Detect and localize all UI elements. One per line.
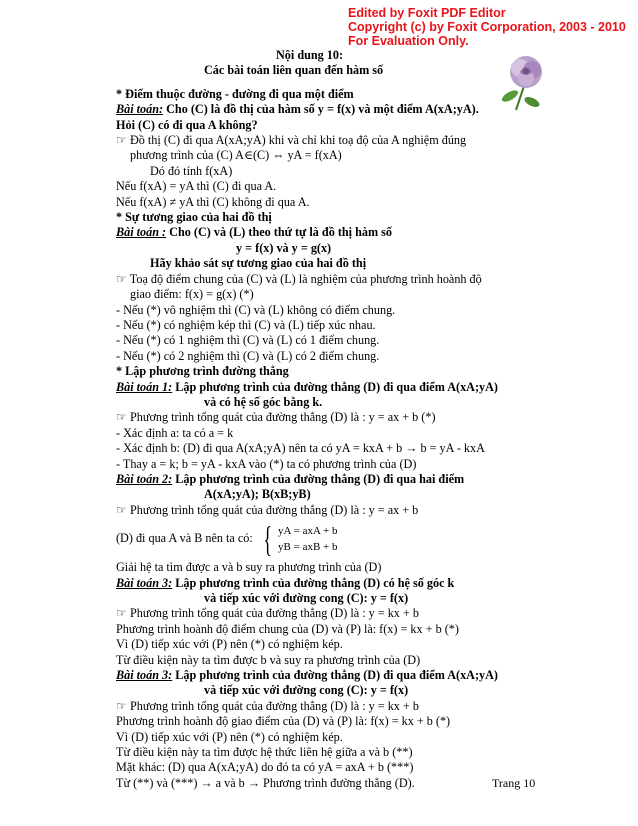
problem-text: Lập phương trình của đường thẳng (D) có hệ số góc k: [172, 575, 455, 590]
text-line: ☞ Phương trình tổng quát của đường thẳng (D) là : y = ax + b: [116, 502, 419, 517]
section-heading: * Sự tương giao của hai đồ thị: [116, 210, 272, 225]
problem-text: Lập phương trình của đường thẳng (D) đi qua điểm A(xA;yA): [172, 379, 498, 394]
problem-question: Hỏi (C) có đi qua A không?: [116, 117, 258, 132]
problem-text: Lập phương trình của đường thẳng (D) đi qua điểm A(xA;yA): [172, 668, 498, 683]
problem-line: [116, 225, 556, 240]
equation-system: [116, 519, 556, 559]
text-line: Mặt khác: (D) qua A(xA;yA) do đó ta có yA = axA + b (***): [116, 760, 414, 775]
text-line: Nếu f(xA) = yA thì (C) đi qua A.: [116, 179, 277, 194]
text-line: Vì (D) tiếp xúc với (P) nên (*) có nghiệm kép.: [116, 729, 343, 744]
problem-label: Bài toán 3:: [116, 668, 173, 683]
problem-line: [116, 102, 556, 117]
problem-line: [116, 380, 556, 395]
text-line: Từ điều kiện này ta tìm được b và suy ra phương trình của (D): [116, 652, 421, 667]
problem-text: y = f(x) và y = g(x): [236, 240, 332, 255]
problem-label: Bài toán 1:: [116, 379, 173, 394]
section-heading: * Lập phương trình đường thẳng: [116, 364, 289, 379]
problem-text: và có hệ số góc bằng k.: [204, 394, 323, 409]
problem-label: Bài toán 3:: [116, 575, 173, 590]
text-line: Dó đó tính f(xA): [150, 163, 233, 178]
text-line: - Nếu (*) có 2 nghiệm thì (C) và (L) có 2 điểm chung.: [116, 348, 380, 363]
text-line: - Nếu (*) vô nghiệm thì (C) và (L) không có điểm chung.: [116, 302, 396, 317]
text-line: Phương trình hoành độ giao điểm của (D) và (P) là: f(x) = kx + b (*): [116, 714, 451, 729]
system-row-b: yB = axB + b: [278, 541, 338, 554]
text-line: (D) đi qua A và B nên ta có:: [116, 531, 253, 546]
problem-label: Bài toán:: [116, 102, 164, 117]
problem-text: và tiếp xúc với đường cong (C): y = f(x): [204, 683, 409, 698]
system-rows: [278, 523, 337, 555]
problem-text: Cho (C) là đồ thị của hàm số y = f(x) và một điểm A(xA;yA).: [163, 102, 479, 117]
text-line: Từ điều kiện này ta tìm được hệ thức liên hệ giữa a và b (**): [116, 745, 413, 760]
text-line: ☞ Đồ thị (C) đi qua A(xA;yA) khi và chỉ khi toạ độ của A nghiệm đúng: [116, 133, 467, 148]
problem-text: Hãy khảo sát sự tương giao của hai đồ thị: [150, 256, 367, 271]
text-line: - Xác định a: ta có a = k: [116, 425, 234, 440]
text-line: Phương trình hoành độ điểm chung của (D) và (P) là: f(x) = kx + b (*): [116, 621, 459, 636]
foxit-watermark: [348, 6, 626, 48]
problem-text: Lập phương trình của đường thẳng (D) đi qua hai điểm: [172, 471, 465, 486]
text-line: phương trình của (C) A∈(C) ⇔ yA = f(xA): [130, 148, 342, 163]
text-line: - Thay a = k; b = yA - kxA vào (*) ta có phương trình của (D): [116, 456, 417, 471]
problem-label: Bài toán :: [116, 225, 167, 240]
page-subtitle: Các bài toán liên quan đến hàm số: [204, 63, 384, 78]
page-number: Trang 10: [492, 776, 536, 790]
watermark-line-2: Copyright (c) by Foxit Corporation, 2003 - 2010: [348, 20, 626, 34]
watermark-line-1: Edited by Foxit PDF Editor: [348, 6, 506, 20]
page-title: Nội dung 10:: [276, 48, 344, 62]
system-row-a: yA = axA + b: [278, 525, 338, 538]
text-line: - Nếu (*) có nghiệm kép thì (C) và (L) tiếp xúc nhau.: [116, 317, 376, 332]
text-line: ☞ Phương trình tổng quát của đường thẳng (D) là : y = kx + b: [116, 606, 419, 621]
text-line: ☞ Phương trình tổng quát của đường thẳng (D) là : y = kx + b: [116, 698, 419, 713]
problem-text: và tiếp xúc với đường cong (C): y = f(x): [204, 591, 409, 605]
text-line: ☞ Toạ độ điểm chung của (C) và (L) là nghiệm của phương trình hoành độ: [116, 271, 482, 286]
text-line: Vì (D) tiếp xúc với (P) nên (*) có nghiệm kép.: [116, 637, 343, 652]
problem-line: [116, 668, 556, 683]
section-heading: * Điểm thuộc đường - đường đi qua một điểm: [116, 86, 354, 101]
problem-line: [116, 472, 556, 487]
text-line: giao điểm: f(x) = g(x) (*): [130, 287, 254, 302]
watermark-line-3: For Evaluation Only.: [348, 34, 469, 48]
problem-text: Cho (C) và (L) theo thứ tự là đồ thị hàm số: [166, 225, 393, 240]
brace-symbol: {: [263, 519, 272, 560]
text-line: Từ (**) và (***) → a và b → Phương trình đường thẳng (D).: [116, 775, 415, 790]
document-body: [116, 48, 556, 791]
text-line: ☞ Phương trình tổng quát của đường thẳng (D) là : y = ax + b (*): [116, 410, 436, 425]
text-line: Nếu f(xA) ≠ yA thì (C) không đi qua A.: [116, 194, 310, 209]
problem-text: A(xA;yA); B(xB;yB): [204, 487, 311, 502]
text-line: Giải hệ ta tìm được a và b suy ra phương trình của (D): [116, 560, 382, 575]
problem-line: [116, 576, 556, 591]
problem-label: Bài toán 2:: [116, 471, 173, 486]
text-line: - Xác định b: (D) đi qua A(xA;yA) nên ta có yA = kxA + b → b = yA - kxA: [116, 441, 485, 456]
text-line: - Nếu (*) có 1 nghiệm thì (C) và (L) có 1 điểm chung.: [116, 333, 380, 348]
